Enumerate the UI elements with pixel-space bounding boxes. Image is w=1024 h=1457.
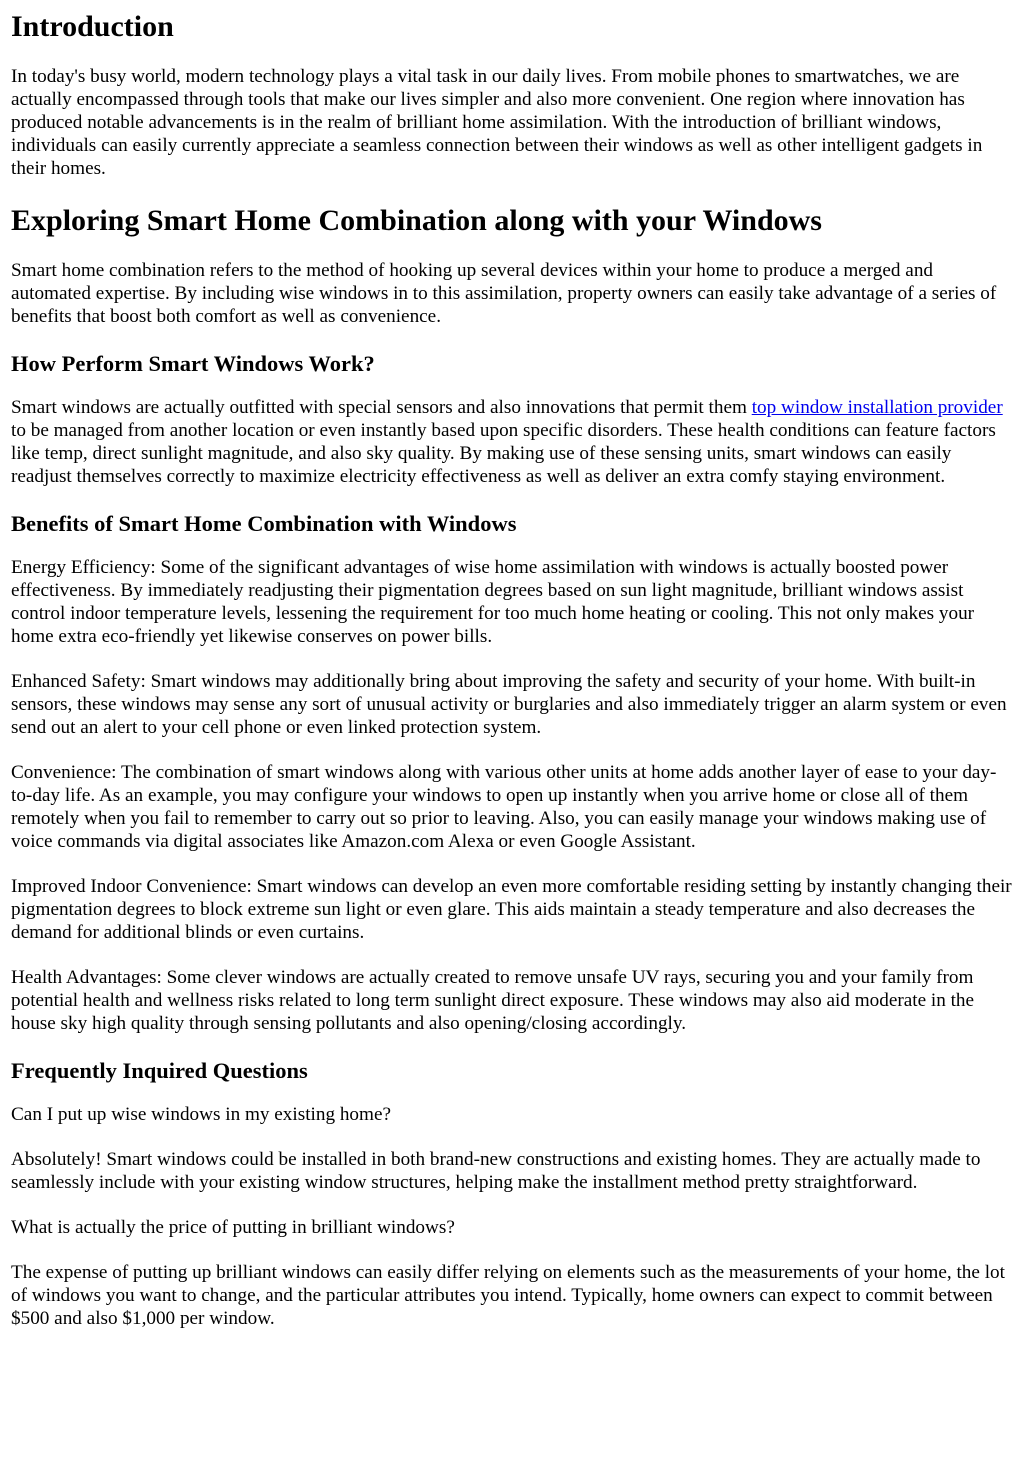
- benefit-convenience-paragraph: Convenience: The combination of smart windows along with various other units at home adds another layer of ease to your day-to-day life. As an example, you may configure your windows to open up instantly when you arrive home or close all of them remotely when you fail to remember to carry out so prior to leaving. Also, you can easily manage your windows making use of voice commands via digital associates like Amazon.com Alexa or even Google Assistant.: [11, 762, 997, 852]
- faq-question-1: Can I put up wise windows in my existing home?: [11, 1104, 391, 1125]
- heading-how-work: How Perform Smart Windows Work?: [11, 351, 375, 376]
- benefit-health-paragraph: Health Advantages: Some clever windows are actually created to remove unsafe UV rays, securing you and your family from potential health and wellness risks related to long term sunlight direct exposure. These windows may also aid moderate in the house sky high quality through sensing pollutants and also opening/closing accordingly.: [11, 967, 975, 1034]
- faq-answer-2: The expense of putting up brilliant windows can easily differ relying on elements such as the measurements of your home, the lot of windows you want to change, and the particular attributes you intend. Typically, home owners can expect to commit between $500 and also $1,000 per window.: [11, 1262, 1005, 1329]
- heading-introduction: Introduction: [11, 10, 174, 43]
- article-page: [0, 9, 1024, 1330]
- window-installation-link[interactable]: top window installation provider: [751, 397, 1003, 418]
- how-work-text-after: to be managed from another location or even instantly based upon specific disorders. These health conditions can feature factors like temp, direct sunlight magnitude, and also sky quality. By making use of these sensing units, smart windows can easily readjust themselves correctly to maximize electricity effectiveness as well as deliver an extra comfy staying environment.: [11, 420, 996, 487]
- faq-question-2: What is actually the price of putting in brilliant windows?: [11, 1217, 455, 1238]
- how-work-paragraph: [11, 396, 1013, 488]
- benefit-energy-paragraph: Energy Efficiency: Some of the significant advantages of wise home assimilation with windows is actually boosted power effectiveness. By immediately readjusting their pigmentation degrees based on sun light magnitude, brilliant windows assist control indoor temperature levels, lessening the requirement for too much home heating or cooling. This not only makes your home extra eco-friendly yet likewise conserves on power bills.: [11, 557, 975, 647]
- heading-exploring: Exploring Smart Home Combination along with your Windows: [11, 204, 822, 237]
- benefit-indoor-paragraph: Improved Indoor Convenience: Smart windows can develop an even more comfortable residing setting by instantly changing their pigmentation degrees to block extreme sun light or even glare. This aids maintain a steady temperature and also decreases the demand for additional blinds or even curtains.: [11, 876, 1012, 943]
- exploring-paragraph: Smart home combination refers to the method of hooking up several devices within your home to produce a merged and automated expertise. By including wise windows in to this assimilation, property owners can easily take advantage of a series of benefits that boost both comfort as well as convenience.: [11, 260, 997, 327]
- benefit-safety-paragraph: Enhanced Safety: Smart windows may additionally bring about improving the safety and security of your home. With built-in sensors, these windows may sense any sort of unusual activity or burglaries and also immediately trigger an alarm system or even send out an alert to your cell phone or even linked protection system.: [11, 671, 1007, 738]
- how-work-text-before: Smart windows are actually outfitted with special sensors and also innovations that permit them: [11, 397, 752, 418]
- intro-paragraph: In today's busy world, modern technology plays a vital task in our daily lives. From mobile phones to smartwatches, we are actually encompassed through tools that make our lives simpler and also more convenient. One region where innovation has produced notable advancements is in the realm of brilliant home assimilation. With the introduction of brilliant windows, individuals can easily currently appreciate a seamless connection between their windows as well as other intelligent gadgets in their homes.: [11, 66, 983, 179]
- heading-faq: Frequently Inquired Questions: [11, 1058, 308, 1083]
- heading-benefits: Benefits of Smart Home Combination with Windows: [11, 511, 517, 536]
- faq-answer-1: Absolutely! Smart windows could be installed in both brand-new constructions and existing homes. They are actually made to seamlessly include with your existing window structures, helping make the installment method pretty straightforward.: [11, 1149, 981, 1193]
